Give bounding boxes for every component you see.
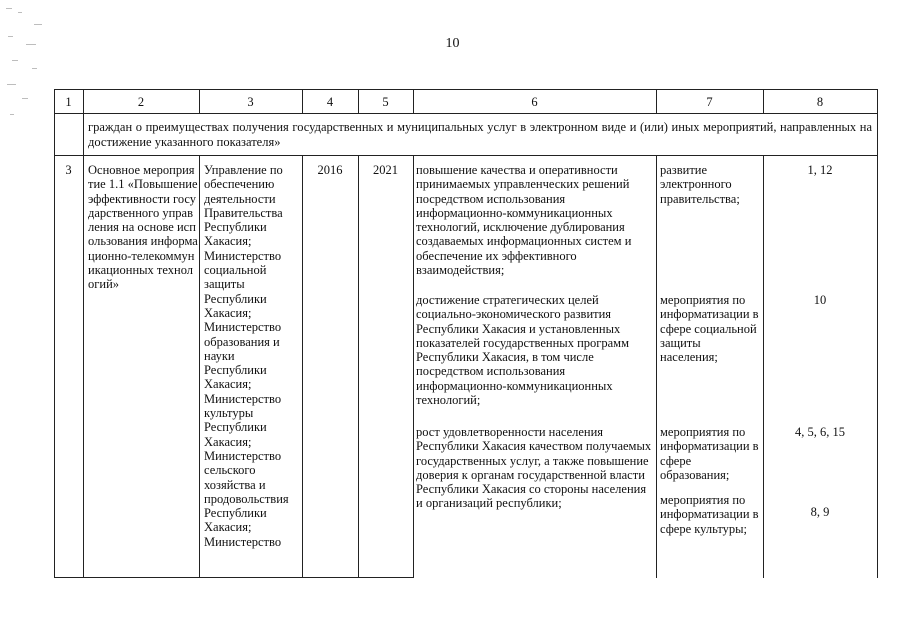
indicator-item: 4, 5, 6, 15 [795, 425, 845, 439]
direction-item: мероприятия по информатизации в сфере образования; [660, 425, 759, 482]
column-number-1: 1 [65, 95, 72, 109]
column-number-8: 8 [816, 95, 824, 109]
year-start: 2016 [317, 163, 343, 177]
year-end: 2021 [373, 163, 398, 177]
column-number-5: 5 [382, 95, 389, 109]
indicator-item: 10 [813, 293, 827, 307]
result-item: достижение стратегических целей социально-экономического развития Республики Хакасия и установленных показателей государственных программ Республики Хакасия, в том числе посредством использования информационно-коммуникационных технологий; [416, 293, 630, 408]
result-item: рост удовлетворенности населения Республики Хакасия качеством получаемых государственных услуг, а также повышение доверия к органам государственной власти Республики Хакасия со стороны населения и организаций республики; [416, 425, 652, 511]
column-number-4: 4 [326, 95, 334, 109]
page-number: 10 [445, 36, 460, 51]
scan-artifact [4, 2, 46, 122]
indicator-item: 8, 9 [810, 505, 830, 519]
row-number: 3 [65, 163, 72, 177]
direction-item: развитие электронного правительства; [660, 163, 740, 206]
direction-item: мероприятия по информатизации в сфере социальной защиты населения; [660, 293, 759, 365]
column-number-2: 2 [137, 95, 145, 109]
event-name: Основное мероприятие 1.1 «Повышение эффективности государственного управления на основе использования информационно-телекоммуникационных технологий» [88, 163, 198, 292]
continuation-text: граждан о преимуществах получения государственных и муниципальных услуг в электронном виде и (или) иных мероприятий, направленных на достижение указанного показателя» [88, 120, 872, 149]
indicator-item: 1, 12 [807, 163, 833, 177]
column-number-3: 3 [247, 95, 254, 109]
column-number-7: 7 [706, 95, 713, 109]
column-number-6: 6 [531, 95, 538, 109]
result-item: повышение качества и оперативности принимаемых управленческих решений посредством использования информационно-коммуникационных технологий, исключение дублирования создаваемых информационных систем и обеспечение их эффективного взаимодействия; [416, 163, 632, 278]
direction-item: мероприятия по информатизации в сфере культуры; [660, 493, 759, 536]
executors: Управление по обеспечению деятельности Правительства Республики Хакасия; Министерство социальной защиты Республики Хакасия; Министерство образования и науки Республики Хакасия; Министерство культуры Республики Хакасия; Министерство сельского хозяйства и продовольствия Республики Хакасия; Министерство [204, 163, 289, 549]
